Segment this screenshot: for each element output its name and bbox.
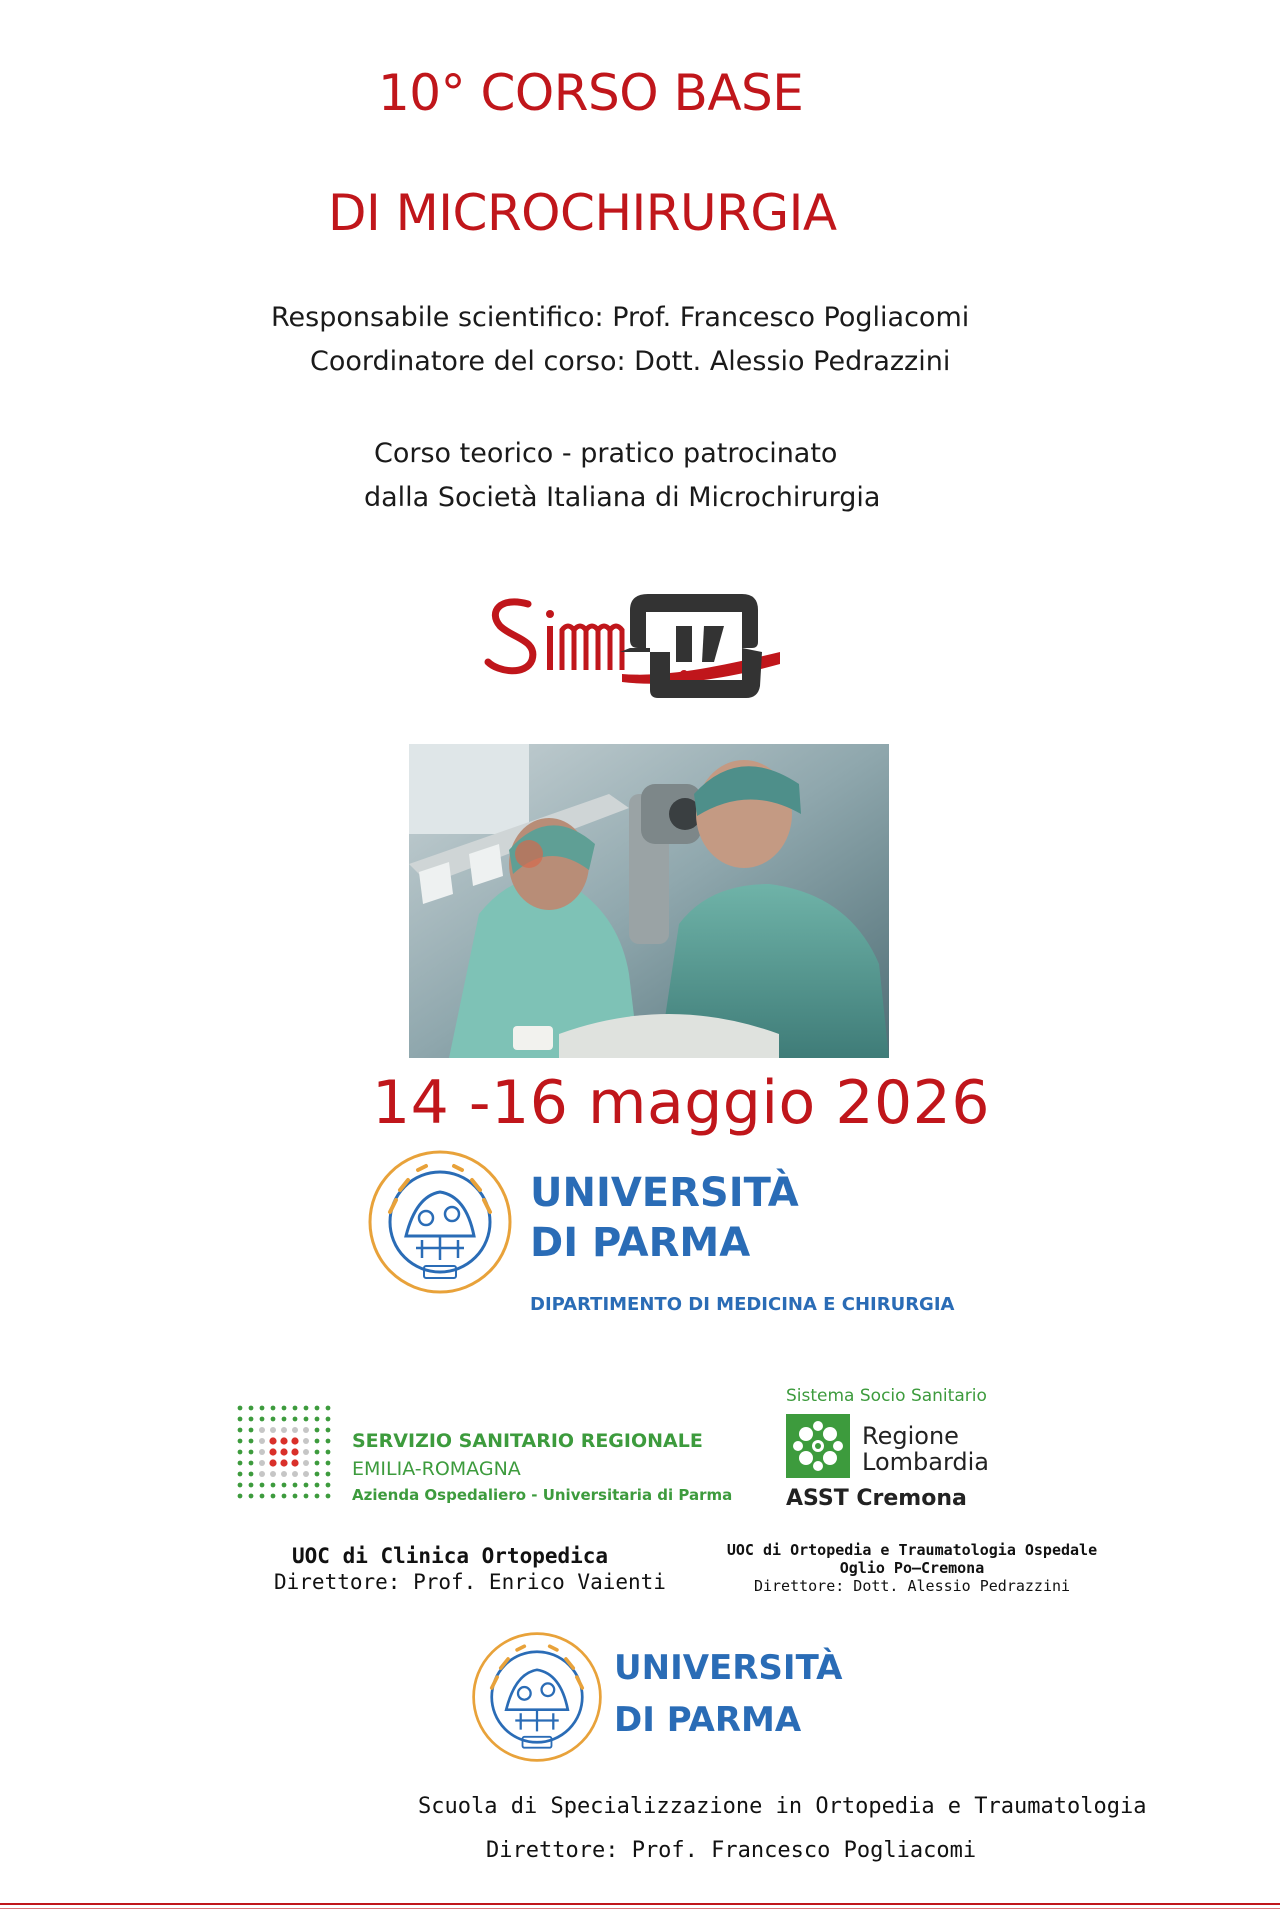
lombardia-name-line-1: Regione: [862, 1422, 959, 1450]
uoc-left-title: UOC di Clinica Ortopedica: [292, 1544, 609, 1568]
school-name: Scuola di Specializzazione in Ortopedia e Traumatologia: [418, 1794, 1147, 1819]
title-line-2: DI MICROCHIRURGIA: [328, 184, 837, 242]
lombardia-rose-icon: [786, 1414, 850, 1478]
ssr-line-1: SERVIZIO SANITARIO REGIONALE: [352, 1430, 703, 1452]
university-second-line-1: UNIVERSITÀ: [614, 1648, 843, 1688]
patronage-line-2: dalla Società Italiana di Microchirurgia: [364, 482, 881, 513]
university-seal-icon: [366, 1148, 514, 1296]
university-name-line-2: DI PARMA: [530, 1220, 751, 1266]
ssr-emilia-romagna-logo-icon: [232, 1400, 336, 1504]
event-date: 14 -16 maggio 2026: [372, 1068, 991, 1138]
department-name: DIPARTIMENTO DI MEDICINA E CHIRURGIA: [530, 1294, 955, 1315]
asst-cremona-label: ASST Cremona: [786, 1486, 967, 1511]
course-coordinator: Coordinatore del corso: Dott. Alessio Pedrazzini: [310, 346, 951, 377]
university-seal-icon-small: [470, 1630, 604, 1764]
university-name-line-1: UNIVERSITÀ: [530, 1170, 799, 1216]
surgery-photo: [409, 744, 889, 1058]
lombardia-name-line-2: Lombardia: [862, 1448, 990, 1476]
patronage-line-1: Corso teorico - pratico patrocinato: [374, 438, 838, 469]
school-director: Direttore: Prof. Francesco Pogliacomi: [486, 1838, 977, 1863]
bottom-divider-2: [0, 1908, 1280, 1909]
bottom-divider: [0, 1903, 1280, 1905]
uoc-right-director: Direttore: Dott. Alessio Pedrazzini: [753, 1577, 1071, 1595]
uoc-right-subtitle: Oglio Po—Cremona: [839, 1559, 985, 1577]
uoc-right-title: UOC di Ortopedia e Traumatologia Ospedale: [726, 1541, 1098, 1559]
title-line-1: 10° CORSO BASE: [378, 64, 804, 122]
uoc-left-director: Direttore: Prof. Enrico Vaienti: [274, 1570, 666, 1594]
scientific-lead: Responsabile scientifico: Prof. Francesco Pogliacomi: [271, 302, 970, 333]
sim-society-logo: [480, 582, 790, 707]
ssr-line-2: EMILIA-ROMAGNA: [352, 1458, 521, 1480]
university-second-line-2: DI PARMA: [614, 1700, 802, 1740]
lombardia-top-label: Sistema Socio Sanitario: [786, 1386, 987, 1406]
ssr-line-3: Azienda Ospedaliero - Universitaria di Parma: [352, 1486, 733, 1504]
